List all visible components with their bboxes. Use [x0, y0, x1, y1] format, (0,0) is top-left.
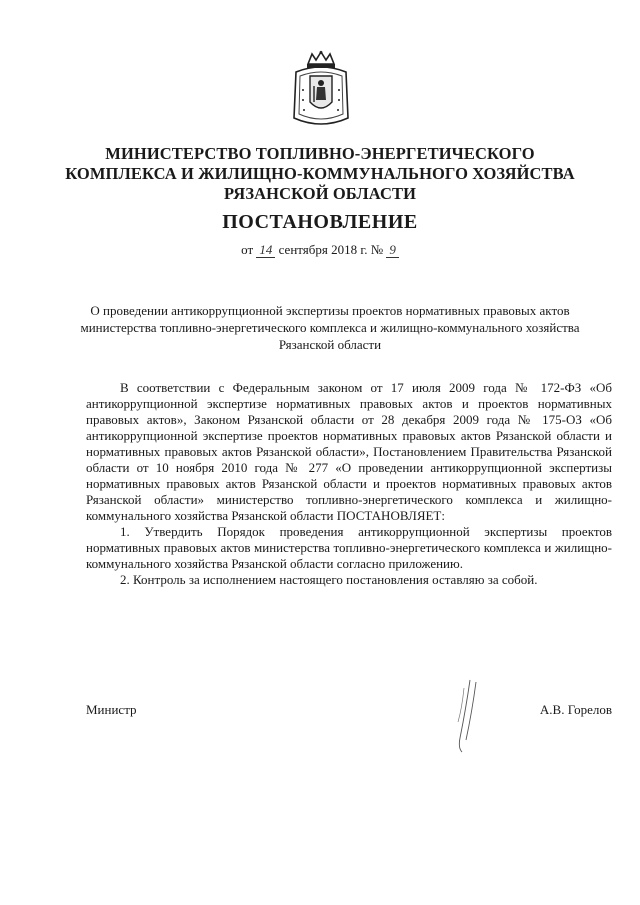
document-date-line	[0, 242, 640, 258]
ministry-line: РЯЗАНСКОЙ ОБЛАСТИ	[223, 184, 417, 203]
ministry-line: МИНИСТЕРСТВО ТОПЛИВНО-ЭНЕРГЕТИЧЕСКОГО	[105, 144, 535, 163]
number-label: №	[370, 242, 384, 257]
coat-of-arms-emblem	[290, 50, 352, 130]
date-prefix: от	[241, 242, 254, 257]
resolution-item: 1. Утвердить Порядок проведения антикоррупционной экспертизы проектов нормативных правовых актов министерства топливно-энергетического комплекса и жилищно-коммунального хозяйства Рязанской области согласно приложению.	[86, 524, 612, 571]
document-number-handwritten: 9	[386, 242, 399, 258]
date-month-year: сентября 2018 г.	[278, 242, 368, 257]
document-type-heading: ПОСТАНОВЛЕНИЕ	[222, 211, 418, 233]
resolution-item: 2. Контроль за исполнением настоящего постановления оставляю за собой.	[120, 572, 538, 587]
date-day-handwritten: 14	[256, 242, 275, 258]
signatory-name: А.В. Горелов	[539, 702, 612, 717]
preamble-paragraph: В соответствии с Федеральным законом от 17 июля 2009 года № 172-ФЗ «Об антикоррупционной экспертизе нормативных правовых актов и проектов нормативных правовых актов», Законом Рязанской области от 28 декабря 2009 года № 175-ОЗ «Об антикоррупционной экспертизе проектов нормативных правовых актов Рязанской области и нормативных правовых актов Рязанской области», Постановлением Правительства Рязанской области от 10 ноября 2010 года № 277 «О проведении антикоррупционной экспертизы нормативных правовых актов Рязанской области и проектов нормативных правовых актов Рязанской области» министерство топливно-энергетического комплекса и жилищно-коммунального хозяйства Рязанской области ПОСТАНОВЛЯЕТ:	[86, 380, 612, 523]
ministry-line: КОМПЛЕКСА И ЖИЛИЩНО-КОММУНАЛЬНОГО ХОЗЯЙСТВА	[65, 164, 575, 183]
signatory-title: Министр	[86, 702, 137, 717]
handwritten-signature	[446, 678, 486, 754]
document-subject: О проведении антикоррупционной экспертизы проектов нормативных правовых актов министерства топливно-энергетического комплекса и жилищно-коммунального хозяйства Рязанской области	[80, 303, 580, 352]
document-body	[86, 380, 612, 588]
ministry-name	[40, 144, 600, 204]
